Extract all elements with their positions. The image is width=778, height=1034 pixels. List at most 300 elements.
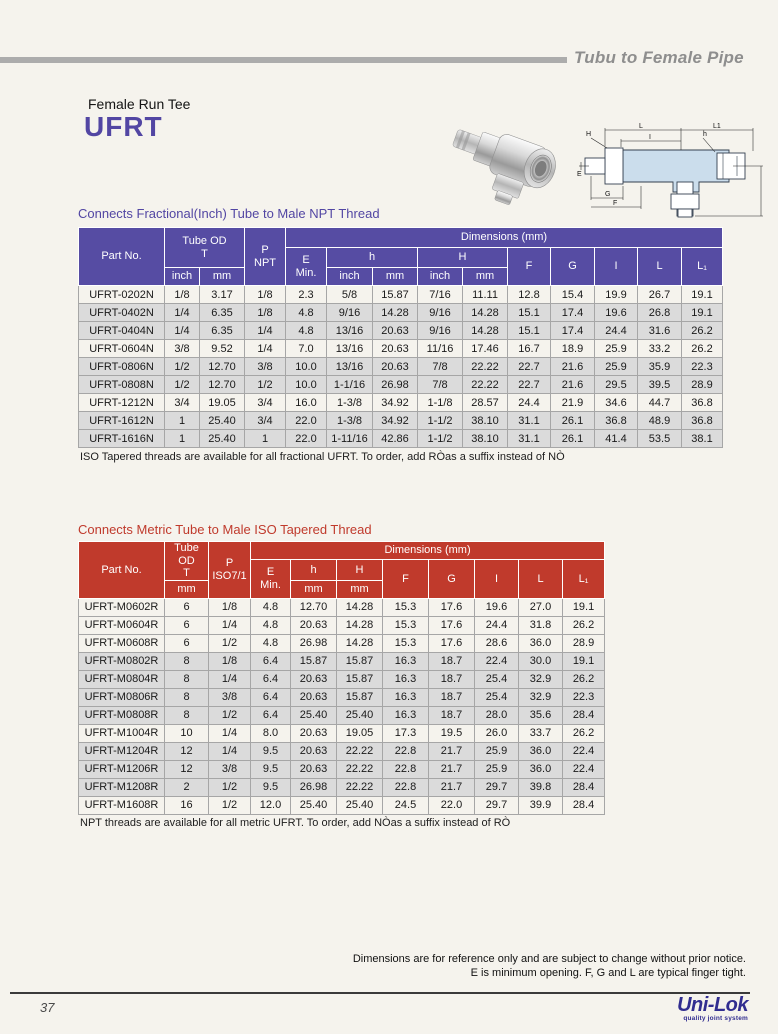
value-cell: 17.4	[551, 304, 595, 322]
value-cell: 7/16	[418, 286, 463, 304]
value-cell: 22.3	[682, 358, 723, 376]
metric-table-header	[79, 542, 605, 599]
value-cell: 1	[165, 412, 200, 430]
metric-table-note: NPT threads are available for all metric UFRT. To order, add NÒas a suffix instead of RÒ	[80, 817, 511, 829]
value-cell: 9/16	[418, 322, 463, 340]
value-cell: 26.2	[682, 322, 723, 340]
dim-label-F: F	[613, 200, 618, 207]
part-no-cell: UFRT-0404N	[79, 322, 165, 340]
value-cell: 13/16	[327, 340, 373, 358]
value-cell: 34.92	[373, 394, 418, 412]
value-cell: 20.63	[373, 358, 418, 376]
value-cell: 36.8	[682, 394, 723, 412]
part-no-cell: UFRT-0402N	[79, 304, 165, 322]
col-header-od-mm: mm	[200, 268, 245, 286]
value-cell: 22.22	[337, 760, 383, 778]
value-cell: 41.4	[595, 430, 638, 448]
value-cell: 17.3	[383, 724, 429, 742]
value-cell: 22.8	[383, 760, 429, 778]
value-cell: 20.63	[291, 760, 337, 778]
value-cell: 22.22	[463, 358, 508, 376]
value-cell: 26.98	[373, 376, 418, 394]
value-cell: 33.7	[519, 724, 563, 742]
value-cell: 4.8	[251, 616, 291, 634]
value-cell: 25.40	[291, 796, 337, 814]
value-cell: 28.9	[563, 634, 605, 652]
value-cell: 26.1	[551, 412, 595, 430]
table-row	[79, 358, 723, 376]
value-cell: 1/8	[245, 304, 286, 322]
value-cell: 7/8	[418, 358, 463, 376]
value-cell: 19.5	[429, 724, 475, 742]
metric-table-body	[79, 598, 605, 814]
page-number: 37	[40, 1000, 55, 1015]
value-cell: 12	[165, 742, 209, 760]
value-cell: 20.63	[291, 724, 337, 742]
value-cell: 26.0	[475, 724, 519, 742]
value-cell: 6.4	[251, 652, 291, 670]
part-no-cell: UFRT-M1004R	[79, 724, 165, 742]
value-cell: 19.1	[682, 286, 723, 304]
value-cell: 18.9	[551, 340, 595, 358]
table-row	[79, 304, 723, 322]
table-row	[79, 724, 605, 742]
value-cell: 29.7	[475, 778, 519, 796]
value-cell: 8	[165, 688, 209, 706]
value-cell: 6.35	[200, 322, 245, 340]
col-header-H-mm: mm	[337, 580, 383, 598]
product-code: UFRT	[84, 111, 163, 142]
value-cell: 1-1/16	[327, 376, 373, 394]
value-cell: 3/4	[165, 394, 200, 412]
value-cell: 1-1/2	[418, 412, 463, 430]
value-cell: 6.35	[200, 304, 245, 322]
value-cell: 22.4	[563, 760, 605, 778]
value-cell: 22.7	[508, 358, 551, 376]
value-cell: 25.9	[475, 742, 519, 760]
value-cell: 17.4	[551, 322, 595, 340]
value-cell: 11.11	[463, 286, 508, 304]
value-cell: 31.8	[519, 616, 563, 634]
value-cell: 21.7	[429, 760, 475, 778]
value-cell: 8	[165, 652, 209, 670]
part-no-cell: UFRT-0202N	[79, 286, 165, 304]
value-cell: 39.8	[519, 778, 563, 796]
value-cell: 7.0	[286, 340, 327, 358]
value-cell: 3/4	[245, 394, 286, 412]
value-cell: 31.1	[508, 430, 551, 448]
value-cell: 32.9	[519, 670, 563, 688]
value-cell: 5/8	[327, 286, 373, 304]
value-cell: 19.9	[595, 286, 638, 304]
value-cell: 1-1/8	[418, 394, 463, 412]
value-cell: 16.0	[286, 394, 327, 412]
table-row	[79, 670, 605, 688]
value-cell: 1/4	[165, 322, 200, 340]
value-cell: 16	[165, 796, 209, 814]
value-cell: 15.1	[508, 322, 551, 340]
value-cell: 25.40	[200, 430, 245, 448]
value-cell: 1/4	[245, 322, 286, 340]
table-row	[79, 688, 605, 706]
col-header-H: H	[418, 248, 508, 268]
col-header-dimensions: Dimensions (mm)	[286, 228, 723, 248]
table-row	[79, 760, 605, 778]
value-cell: 27.0	[519, 598, 563, 616]
part-no-cell: UFRT-1212N	[79, 394, 165, 412]
value-cell: 20.63	[373, 322, 418, 340]
value-cell: 28.9	[682, 376, 723, 394]
table-row	[79, 778, 605, 796]
value-cell: 20.63	[291, 670, 337, 688]
value-cell: 36.0	[519, 760, 563, 778]
value-cell: 28.0	[475, 706, 519, 724]
value-cell: 10.0	[286, 358, 327, 376]
value-cell: 8	[165, 670, 209, 688]
value-cell: 22.22	[463, 376, 508, 394]
value-cell: 20.63	[291, 688, 337, 706]
value-cell: 1-1/2	[418, 430, 463, 448]
value-cell: 1/2	[209, 634, 251, 652]
value-cell: 12.70	[200, 376, 245, 394]
value-cell: 35.9	[638, 358, 682, 376]
col-header-L: L	[519, 560, 563, 599]
value-cell: 1/8	[209, 598, 251, 616]
value-cell: 22.8	[383, 742, 429, 760]
value-cell: 36.8	[595, 412, 638, 430]
table-row	[79, 412, 723, 430]
product-title: Female Run Tee	[88, 96, 191, 112]
value-cell: 19.05	[337, 724, 383, 742]
col-header-dimensions: Dimensions (mm)	[251, 542, 605, 560]
value-cell: 22.8	[383, 778, 429, 796]
value-cell: 21.7	[429, 742, 475, 760]
tee-fitting-render	[447, 118, 561, 216]
value-cell: 12.0	[251, 796, 291, 814]
col-header-tube-od: Tube OD T	[165, 542, 209, 581]
col-header-e-min: E Min.	[251, 560, 291, 599]
footer-rule	[10, 992, 750, 994]
col-header-G: G	[429, 560, 475, 599]
value-cell: 3/4	[245, 412, 286, 430]
value-cell: 32.9	[519, 688, 563, 706]
value-cell: 30.0	[519, 652, 563, 670]
value-cell: 48.9	[638, 412, 682, 430]
value-cell: 28.4	[563, 778, 605, 796]
value-cell: 34.92	[373, 412, 418, 430]
value-cell: 15.87	[373, 286, 418, 304]
col-header-L1: L₁	[563, 560, 605, 599]
col-header-I: I	[475, 560, 519, 599]
value-cell: 22.4	[475, 652, 519, 670]
value-cell: 24.5	[383, 796, 429, 814]
value-cell: 20.63	[291, 742, 337, 760]
value-cell: 3/8	[165, 340, 200, 358]
col-header-H-inch: inch	[418, 268, 463, 286]
value-cell: 38.10	[463, 412, 508, 430]
value-cell: 6.4	[251, 706, 291, 724]
table-row	[79, 706, 605, 724]
brand-logo	[677, 995, 748, 1022]
value-cell: 4.8	[251, 634, 291, 652]
col-header-p-iso: P ISO7/1	[209, 542, 251, 599]
col-header-h: h	[291, 560, 337, 581]
value-cell: 15.3	[383, 616, 429, 634]
part-no-cell: UFRT-M0806R	[79, 688, 165, 706]
value-cell: 1/2	[209, 706, 251, 724]
value-cell: 19.1	[682, 304, 723, 322]
value-cell: 24.4	[595, 322, 638, 340]
dim-label-I: I	[649, 134, 651, 141]
value-cell: 20.63	[373, 340, 418, 358]
value-cell: 15.87	[291, 652, 337, 670]
table-row	[79, 286, 723, 304]
value-cell: 9.5	[251, 778, 291, 796]
col-header-h: h	[327, 248, 418, 268]
dim-label-L1: L1	[713, 123, 721, 130]
value-cell: 17.6	[429, 598, 475, 616]
value-cell: 18.7	[429, 652, 475, 670]
value-cell: 24.4	[475, 616, 519, 634]
fractional-table-header	[79, 228, 723, 286]
value-cell: 22.0	[286, 430, 327, 448]
table-row	[79, 322, 723, 340]
value-cell: 28.4	[563, 796, 605, 814]
dim-label-G: G	[605, 191, 611, 198]
value-cell: 16.7	[508, 340, 551, 358]
part-no-cell: UFRT-M0604R	[79, 616, 165, 634]
value-cell: 14.28	[463, 322, 508, 340]
disclaimer-line-1: Dimensions are for reference only and are subject to change without prior notice.	[352, 953, 746, 965]
value-cell: 25.4	[475, 670, 519, 688]
fractional-table-note: ISO Tapered threads are available for all fractional UFRT. To order, add RÒas a suffix instead of NÒ	[80, 451, 565, 463]
value-cell: 20.63	[291, 616, 337, 634]
value-cell: 28.6	[475, 634, 519, 652]
value-cell: 19.1	[563, 652, 605, 670]
col-header-L: L	[638, 248, 682, 286]
part-no-cell: UFRT-M0802R	[79, 652, 165, 670]
value-cell: 12.70	[200, 358, 245, 376]
value-cell: 22.4	[563, 742, 605, 760]
value-cell: 21.7	[429, 778, 475, 796]
value-cell: 38.1	[682, 430, 723, 448]
value-cell: 11/16	[418, 340, 463, 358]
col-header-I: I	[595, 248, 638, 286]
value-cell: 2	[165, 778, 209, 796]
value-cell: 13/16	[327, 322, 373, 340]
value-cell: 29.5	[595, 376, 638, 394]
value-cell: 1/2	[165, 358, 200, 376]
brand-tagline: quality joint system	[683, 1015, 748, 1022]
part-no-cell: UFRT-1616N	[79, 430, 165, 448]
value-cell: 17.6	[429, 634, 475, 652]
value-cell: 38.10	[463, 430, 508, 448]
footer-disclaimer	[353, 952, 746, 980]
value-cell: 4.8	[251, 598, 291, 616]
value-cell: 14.28	[337, 598, 383, 616]
value-cell: 1/2	[209, 796, 251, 814]
value-cell: 14.28	[463, 304, 508, 322]
value-cell: 35.6	[519, 706, 563, 724]
col-header-G: G	[551, 248, 595, 286]
value-cell: 18.7	[429, 706, 475, 724]
table-row	[79, 742, 605, 760]
value-cell: 39.9	[519, 796, 563, 814]
col-header-od-mm: mm	[165, 580, 209, 598]
value-cell: 33.2	[638, 340, 682, 358]
value-cell: 6.4	[251, 670, 291, 688]
value-cell: 21.9	[551, 394, 595, 412]
part-no-cell: UFRT-0808N	[79, 376, 165, 394]
value-cell: 17.46	[463, 340, 508, 358]
brand-name: Uni-Lok	[677, 994, 748, 1016]
value-cell: 21.6	[551, 376, 595, 394]
part-no-cell: UFRT-0604N	[79, 340, 165, 358]
value-cell: 28.57	[463, 394, 508, 412]
value-cell: 15.1	[508, 304, 551, 322]
value-cell: 15.87	[337, 688, 383, 706]
col-header-L1: L₁	[682, 248, 723, 286]
value-cell: 25.40	[200, 412, 245, 430]
value-cell: 1/2	[245, 376, 286, 394]
value-cell: 31.1	[508, 412, 551, 430]
dim-label-L: L	[639, 123, 643, 130]
value-cell: 6	[165, 598, 209, 616]
value-cell: 25.9	[595, 340, 638, 358]
col-header-H-mm: mm	[463, 268, 508, 286]
value-cell: 25.40	[337, 706, 383, 724]
value-cell: 22.0	[429, 796, 475, 814]
table-row	[79, 634, 605, 652]
value-cell: 1/4	[209, 616, 251, 634]
metric-section-heading: Connects Metric Tube to Male ISO Tapered Thread	[78, 522, 372, 537]
value-cell: 39.5	[638, 376, 682, 394]
fractional-table	[78, 227, 723, 448]
metric-table	[78, 541, 605, 815]
value-cell: 3/8	[209, 688, 251, 706]
value-cell: 18.7	[429, 688, 475, 706]
col-header-od-inch: inch	[165, 268, 200, 286]
value-cell: 22.22	[337, 742, 383, 760]
value-cell: 1/2	[165, 376, 200, 394]
value-cell: 1-11/16	[327, 430, 373, 448]
value-cell: 1	[165, 430, 200, 448]
value-cell: 44.7	[638, 394, 682, 412]
value-cell: 6	[165, 616, 209, 634]
value-cell: 26.8	[638, 304, 682, 322]
value-cell: 36.8	[682, 412, 723, 430]
value-cell: 1/8	[245, 286, 286, 304]
value-cell: 1/4	[209, 742, 251, 760]
value-cell: 26.98	[291, 634, 337, 652]
value-cell: 9/16	[327, 304, 373, 322]
value-cell: 13/16	[327, 358, 373, 376]
value-cell: 12	[165, 760, 209, 778]
col-header-F: F	[383, 560, 429, 599]
value-cell: 26.98	[291, 778, 337, 796]
value-cell: 26.2	[563, 670, 605, 688]
part-no-cell: UFRT-M1208R	[79, 778, 165, 796]
value-cell: 2.3	[286, 286, 327, 304]
part-no-cell: UFRT-M0608R	[79, 634, 165, 652]
value-cell: 19.6	[595, 304, 638, 322]
disclaimer-line-2: E is minimum opening. F, G and L are typical finger tight.	[470, 967, 746, 979]
value-cell: 42.86	[373, 430, 418, 448]
value-cell: 17.6	[429, 616, 475, 634]
col-header-e-min: E Min.	[286, 248, 327, 286]
value-cell: 9.5	[251, 742, 291, 760]
value-cell: 3/8	[245, 358, 286, 376]
value-cell: 26.2	[563, 616, 605, 634]
value-cell: 12.8	[508, 286, 551, 304]
table-row	[79, 430, 723, 448]
value-cell: 1/8	[165, 286, 200, 304]
value-cell: 36.0	[519, 634, 563, 652]
value-cell: 3/8	[209, 760, 251, 778]
table-row	[79, 376, 723, 394]
value-cell: 14.28	[337, 634, 383, 652]
part-no-cell: UFRT-M1204R	[79, 742, 165, 760]
value-cell: 34.6	[595, 394, 638, 412]
section-tab: Tubu to Female Pipe	[574, 48, 744, 67]
col-header-part-no: Part No.	[79, 542, 165, 599]
value-cell: 6.4	[251, 688, 291, 706]
part-no-cell: UFRT-1612N	[79, 412, 165, 430]
fractional-table-body	[79, 286, 723, 448]
value-cell: 36.0	[519, 742, 563, 760]
table-row	[79, 394, 723, 412]
value-cell: 1	[245, 430, 286, 448]
col-header-h-mm: mm	[291, 580, 337, 598]
value-cell: 3.17	[200, 286, 245, 304]
dimension-drawing	[577, 120, 767, 220]
table-row	[79, 796, 605, 814]
value-cell: 25.9	[595, 358, 638, 376]
value-cell: 22.22	[337, 778, 383, 796]
value-cell: 15.87	[337, 670, 383, 688]
product-photo	[447, 116, 579, 218]
value-cell: 22.0	[286, 412, 327, 430]
col-header-h-mm: mm	[373, 268, 418, 286]
value-cell: 1/4	[209, 670, 251, 688]
value-cell: 15.3	[383, 598, 429, 616]
value-cell: 25.4	[475, 688, 519, 706]
value-cell: 19.05	[200, 394, 245, 412]
value-cell: 9/16	[418, 304, 463, 322]
value-cell: 25.40	[337, 796, 383, 814]
value-cell: 4.8	[286, 304, 327, 322]
col-header-h-inch: inch	[327, 268, 373, 286]
dim-label-E: E	[577, 171, 582, 178]
value-cell: 7/8	[418, 376, 463, 394]
col-header-p-npt: P NPT	[245, 228, 286, 286]
value-cell: 16.3	[383, 706, 429, 724]
value-cell: 8	[165, 706, 209, 724]
value-cell: 28.4	[563, 706, 605, 724]
table-row	[79, 340, 723, 358]
value-cell: 18.7	[429, 670, 475, 688]
value-cell: 24.4	[508, 394, 551, 412]
fitting-body-outline	[623, 150, 729, 192]
value-cell: 8.0	[251, 724, 291, 742]
value-cell: 25.9	[475, 760, 519, 778]
value-cell: 15.4	[551, 286, 595, 304]
value-cell: 1-3/8	[327, 412, 373, 430]
value-cell: 15.3	[383, 634, 429, 652]
table-row	[79, 616, 605, 634]
value-cell: 19.6	[475, 598, 519, 616]
value-cell: 26.2	[682, 340, 723, 358]
